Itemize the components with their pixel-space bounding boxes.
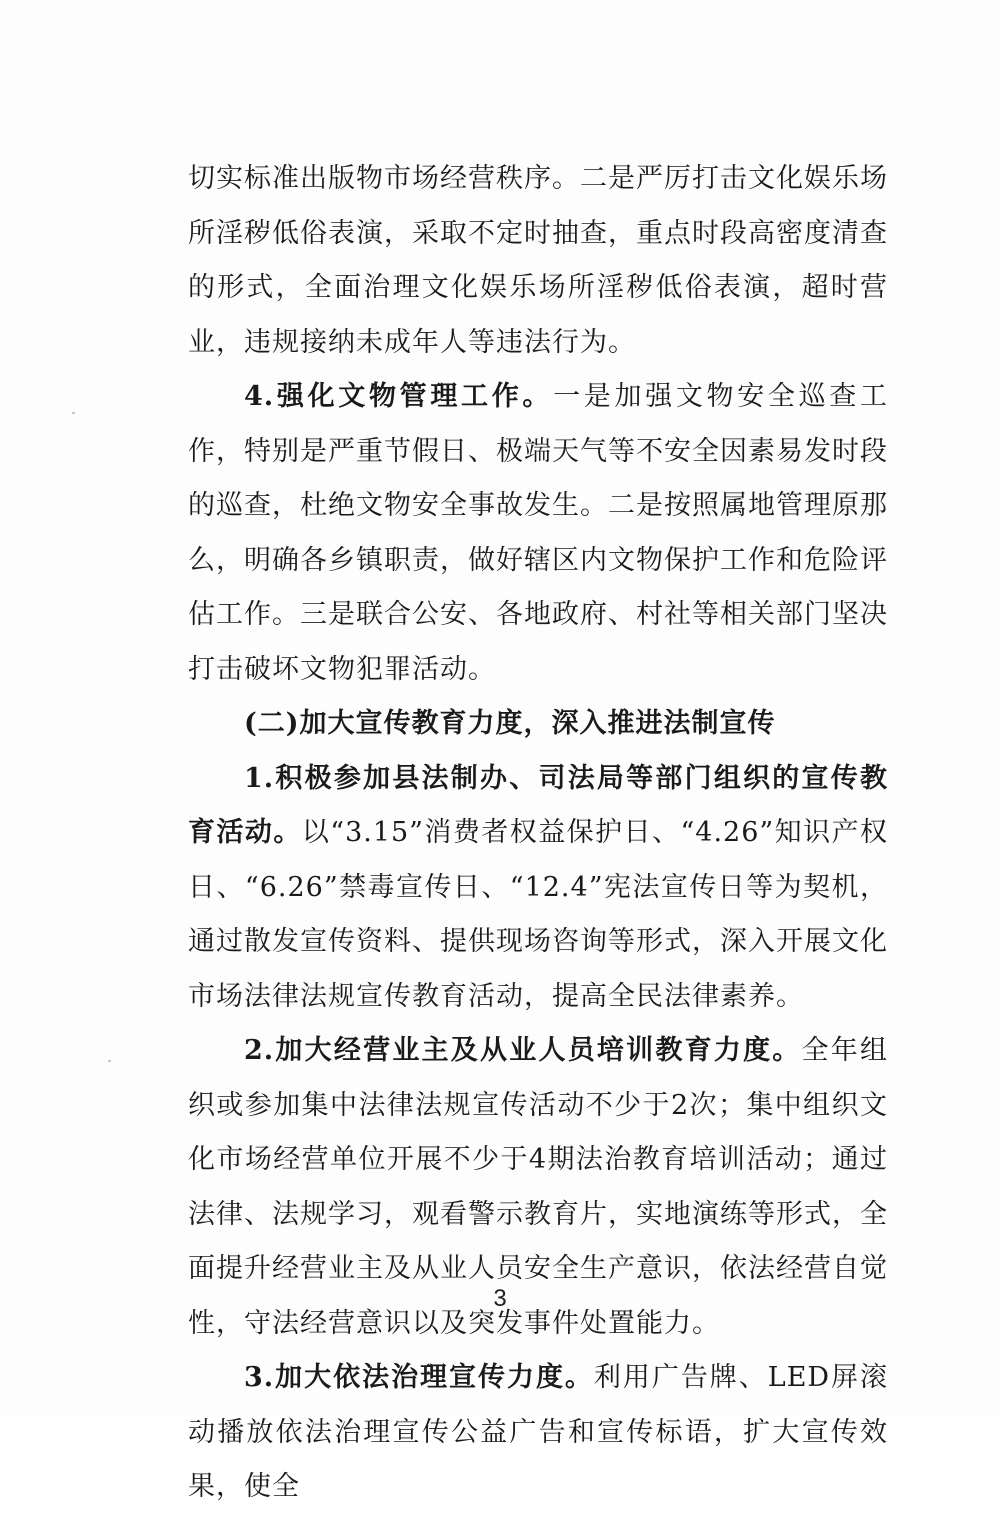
paragraph-lead-in: 3.加大依法治理宣传力度。 (244, 1362, 594, 1393)
paragraph-legal-education (188, 752, 888, 1025)
paragraph-publicity (188, 1351, 888, 1515)
paragraph-lead-in: 1.积极参加县法制办、司法局等部门组织的宣传教育活动。 (188, 762, 888, 848)
paragraph-text: 切实标准出版物市场经营秩序。二是严厉打击文化娱乐场所淫秽低俗表演，采取不定时抽查，重点时段高密度清查的形式，全面治理文化娱乐场所淫秽低俗表演，超时营业，违规接纳未成年人等违法行为。 (188, 163, 888, 358)
paragraph-text: 利用广告牌、LED屏滚动播放依法治理宣传公益广告和宣传标语，扩大宣传效果，使全 (188, 1362, 888, 1502)
page-number: 3 (493, 1285, 507, 1312)
paragraph-text: 一是加强文物安全巡查工作，特别是严重节假日、极端天气等不安全因素易发时段的巡查，杜绝文物安全事故发生。二是按照属地管理原那么，明确各乡镇职责，做好辖区内文物保护工作和危险评估工作。三是联合公安、各地政府、村社等相关部门坚决打击破坏文物犯罪活动。 (188, 381, 888, 685)
paragraph-text: 全年组织或参加集中法律法规宣传活动不少于2次；集中组织文化市场经营单位开展不少于4期法治教育培训活动；通过法律、法规学习，观看警示教育片，实地演练等形式，全面提升经营业主及从业人员安全生产意识，依法经营自觉性，守法经营意识以及突发事件处置能力。 (188, 1035, 889, 1339)
paragraph-continuation (188, 152, 888, 370)
paragraph-lead-in: 2.加大经营业主及从业人员培训教育力度。 (244, 1035, 802, 1066)
section-heading: (二)加大宣传教育力度，深入推进法制宣传 (244, 708, 776, 739)
paragraph-cultural-relics (188, 370, 888, 697)
paragraph-lead-in: 4.强化文物管理工作。 (244, 381, 554, 412)
scan-speck (72, 412, 75, 414)
paragraph-text: 以“3.15”消费者权益保护日、“4.26”知识产权日、“6.26”禁毒宣传日、“12.4”宪法宣传日等为契机，通过散发宣传资料、提供现场咨询等形式，深入开展文化市场法律法规宣传教育活动，提高全民法律素养。 (188, 817, 889, 1012)
scan-speck (108, 1060, 111, 1062)
